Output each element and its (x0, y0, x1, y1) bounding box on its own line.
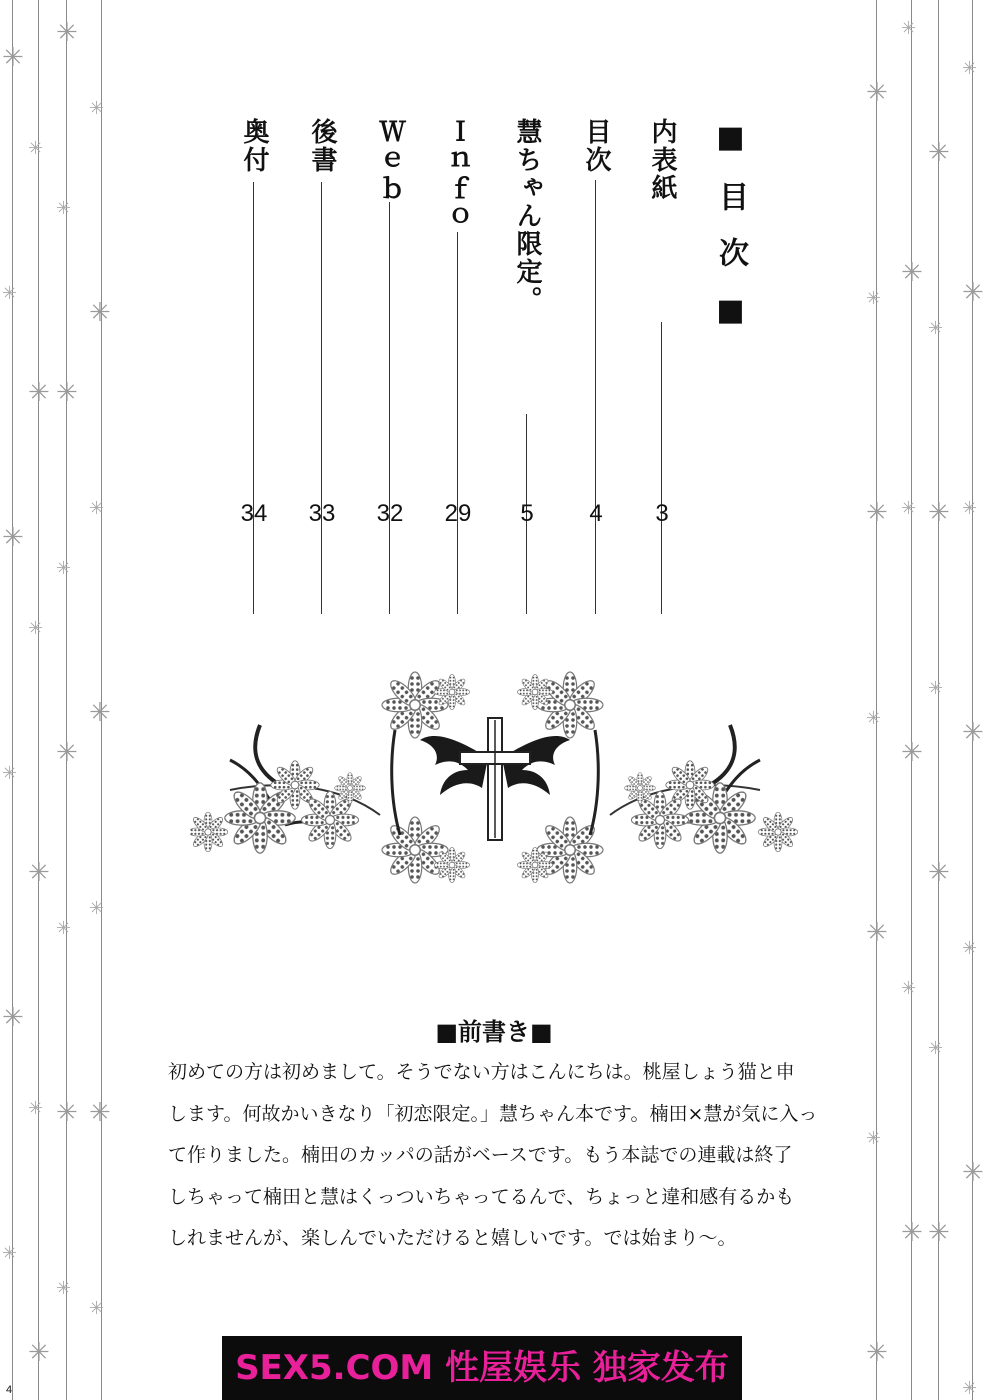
snowflake-icon: ✳ (866, 78, 888, 108)
snowflake-icon: ✳ (928, 678, 944, 699)
foreword-title: ■前書き■ (435, 1018, 553, 1046)
snowflake-icon: ✳ (89, 1298, 105, 1319)
snowflake-icon: ✳ (2, 523, 24, 553)
snowflake-icon: ✳ (28, 1098, 44, 1119)
snowflake-icon: ✳ (962, 58, 978, 79)
page-number: 4 (6, 1384, 13, 1396)
cross-with-wings-and-flowers-icon (190, 670, 800, 890)
border-line (972, 0, 973, 1400)
toc-entry-label: 目次 (581, 118, 611, 174)
snowflake-icon: ✳ (866, 708, 882, 729)
foreword-line: しちゃって楠田と慧はくっついちゃってるんで、ちょっと違和感有るかも (168, 1185, 795, 1208)
toc-entry (370, 118, 410, 528)
snowflake-icon: ✳ (28, 858, 50, 888)
toc-entry-label: 後書 (307, 118, 337, 174)
snowflake-icon: ✳ (89, 898, 105, 919)
toc-leader-line (457, 232, 458, 614)
snowflake-icon: ✳ (866, 498, 888, 528)
border-line (938, 0, 939, 1400)
snowflake-icon: ✳ (962, 278, 984, 308)
toc-entry-page: 29 (444, 500, 472, 527)
snowflake-icon: ✳ (866, 288, 882, 309)
snowflake-icon: ✳ (89, 1098, 111, 1128)
right-decorative-border (868, 0, 988, 1400)
snowflake-icon: ✳ (928, 1038, 944, 1059)
snowflake-icon: ✳ (2, 1243, 18, 1264)
foreword-line: て作りました。楠田のカッパの話がベースです。もう本誌での連載は終了 (168, 1144, 793, 1167)
snowflake-icon: ✳ (2, 1003, 24, 1033)
snowflake-icon: ✳ (901, 978, 917, 999)
snowflake-icon: ✳ (56, 918, 72, 939)
snowflake-icon: ✳ (2, 283, 18, 304)
foreword-body (168, 1052, 828, 1260)
toc-entry (507, 118, 547, 528)
toc-leader-line (321, 182, 322, 614)
snowflake-icon: ✳ (962, 938, 978, 959)
toc-entry (438, 118, 478, 528)
snowflake-icon: ✳ (89, 298, 111, 328)
toc-entry (302, 118, 342, 528)
toc-entry (576, 118, 616, 528)
border-line (911, 0, 912, 1400)
toc-entry-page: 4 (589, 500, 603, 527)
snowflake-icon: ✳ (56, 558, 72, 579)
snowflake-icon: ✳ (28, 618, 44, 639)
snowflake-icon: ✳ (901, 498, 917, 519)
toc-entry-label: 奥付 (239, 118, 269, 174)
snowflake-icon: ✳ (866, 918, 888, 948)
toc-entry-label: 慧ちゃん限定。 (512, 118, 542, 314)
snowflake-icon: ✳ (56, 198, 72, 219)
snowflake-icon: ✳ (28, 138, 44, 159)
toc-entry (234, 118, 274, 528)
toc-leader-line (253, 182, 254, 614)
snowflake-icon: ✳ (928, 138, 950, 168)
snowflake-icon: ✳ (962, 1158, 984, 1188)
snowflake-icon: ✳ (56, 18, 78, 48)
snowflake-icon: ✳ (866, 1128, 882, 1149)
snowflake-icon: ✳ (901, 258, 923, 288)
snowflake-icon: ✳ (56, 378, 78, 408)
snowflake-icon: ✳ (56, 1098, 78, 1128)
snowflake-icon: ✳ (56, 1278, 72, 1299)
toc-entry-label: 内表紙 (647, 118, 677, 202)
toc-title: ■目次■ (713, 120, 748, 354)
snowflake-icon: ✳ (2, 43, 24, 73)
foreword-line: しれませんが、楽しんでいただけると嬉しいです。では始まり～。 (168, 1227, 737, 1250)
toc-leader-line (389, 202, 390, 614)
snowflake-icon: ✳ (962, 718, 984, 748)
snowflake-icon: ✳ (901, 1218, 923, 1248)
snowflake-icon: ✳ (56, 738, 78, 768)
snowflake-icon: ✳ (89, 98, 105, 119)
toc-entry-label: Ｗｅｂ (375, 118, 405, 202)
snowflake-icon: ✳ (89, 698, 111, 728)
snowflake-icon: ✳ (89, 498, 105, 519)
toc-entry-label: Ｉｎｆｏ (443, 118, 473, 230)
foreword-line: 初めての方は初めまして。そうでない方はこんにちは。桃屋しょう猫と申 (168, 1061, 795, 1083)
toc-entry-page: 33 (308, 500, 336, 527)
toc-leader-line (661, 322, 662, 614)
snowflake-icon: ✳ (928, 498, 950, 528)
snowflake-icon: ✳ (962, 1378, 978, 1399)
watermark-banner: SEX5.COM 性屋娱乐 独家发布 (222, 1336, 742, 1400)
foreword-line: します。何故かいきなり「初恋限定。」慧ちゃん本です。楠田×慧が気に入っ (168, 1102, 818, 1125)
snowflake-icon: ✳ (866, 1338, 888, 1368)
snowflake-icon: ✳ (901, 738, 923, 768)
border-line (38, 0, 39, 1400)
toc-entry-page: 34 (240, 500, 268, 527)
toc-leader-line (595, 180, 596, 614)
snowflake-icon: ✳ (901, 18, 917, 39)
snowflake-icon: ✳ (928, 1218, 950, 1248)
snowflake-icon: ✳ (28, 1338, 50, 1368)
border-line (876, 0, 877, 1400)
snowflake-icon: ✳ (962, 498, 978, 519)
toc-entry (642, 118, 682, 528)
toc-entry-page: 32 (376, 500, 404, 527)
snowflake-icon: ✳ (28, 378, 50, 408)
toc-entry-page: 3 (655, 500, 669, 527)
snowflake-icon: ✳ (928, 858, 950, 888)
toc-entry-page: 5 (520, 500, 534, 527)
snowflake-icon: ✳ (928, 318, 944, 339)
left-decorative-border (0, 0, 120, 1400)
snowflake-icon: ✳ (2, 763, 18, 784)
border-line (12, 0, 13, 1400)
